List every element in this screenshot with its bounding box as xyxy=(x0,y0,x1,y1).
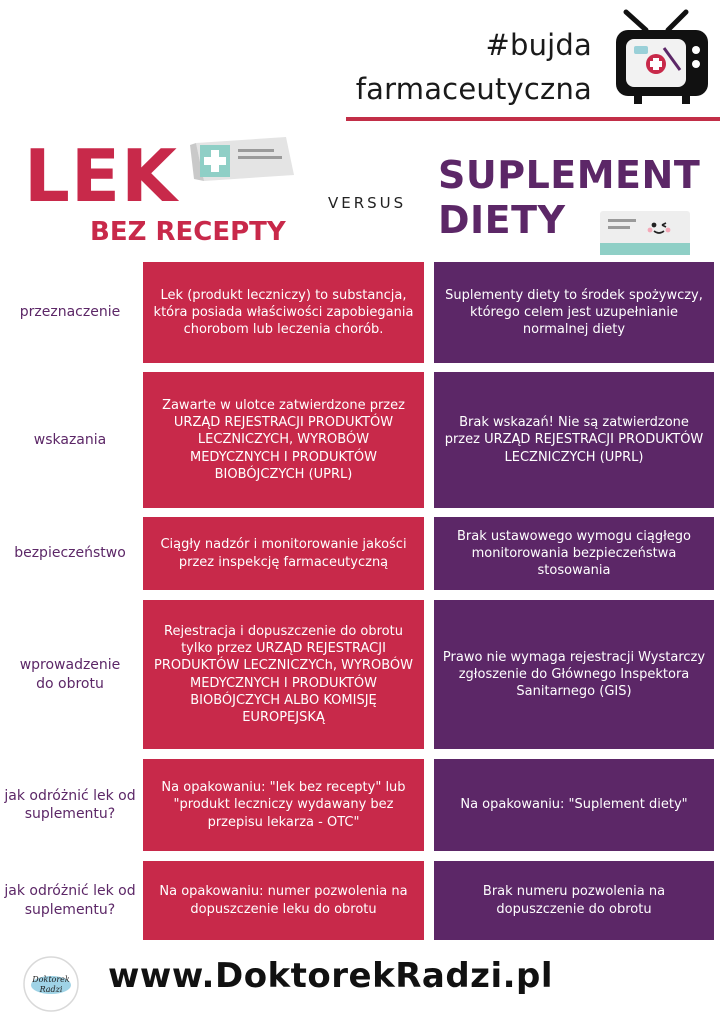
lek-title: LEK xyxy=(24,134,178,218)
row-bezpieczenstwo xyxy=(0,517,720,590)
suplement-cell: Brak ustawowego wymogu ciągłego monitorowania bezpieczeństwa stosowania xyxy=(434,517,714,590)
suplement-cell: Suplementy diety to środek spożywczy, którego celem jest uzupełnianie normalnej diety xyxy=(434,262,714,363)
tv-icon xyxy=(612,8,712,108)
lek-cell: Lek (produkt leczniczy) to substancja, która posiada właściwości zapobiegania chorobom lub leczenia chorób. xyxy=(143,262,424,363)
suplement-cell: Brak numeru pozwolenia na dopuszczenie do obrotu xyxy=(434,861,714,940)
row-wprowadzenie xyxy=(0,600,720,749)
row-wskazania xyxy=(0,372,720,508)
header-divider xyxy=(346,117,720,121)
row-label: bezpieczeństwo xyxy=(14,545,126,562)
row-jak-odroznic-2 xyxy=(0,861,720,940)
lek-cell: Na opakowaniu: numer pozwolenia na dopuszczenie leku do obrotu xyxy=(143,861,424,940)
suplement-cell: Brak wskazań! Nie są zatwierdzone przez URZĄD REJESTRACJI PRODUKTÓW LECZNICZYCH (UPRL) xyxy=(434,372,714,508)
versus-label: VERSUS xyxy=(328,194,407,212)
row-label: jak odróżnić lek od suplementu? xyxy=(4,883,136,918)
lek-cell: Rejestracja i dopuszczenie do obrotu tylko przez URZĄD REJESTRACJI PRODUKTÓW LECZNICZYCh, WYROBÓW MEDYCZNYCH I PRODUKTÓW BIOBÓJCZYCH ALBO KOMISJĘ EUROPEJSKĄ xyxy=(143,600,424,749)
hashtag-line-2: farmaceutyczna xyxy=(355,72,592,106)
row-label: przeznaczenie xyxy=(19,304,121,321)
lek-cell: Ciągły nadzór i monitorowanie jakości przez inspekcję farmaceutyczną xyxy=(143,517,424,590)
suplement-cell: Prawo nie wymaga rejestracji Wystarczy zgłoszenie do Głównego Inspektora Sanitarnego (GIS) xyxy=(434,600,714,749)
svg-text:Radzi: Radzi xyxy=(39,985,63,994)
hashtag-line-1: #bujda xyxy=(485,28,592,62)
suplement-title: SUPLEMENT xyxy=(438,153,701,197)
lek-cell: Zawarte w ulotce zatwierdzone przez URZĄD REJESTRACJI PRODUKTÓW LECZNICZYCH, WYROBÓW MEDYCZNYCH I PRODUKTÓW BIOBÓJCZYCH (UPRL) xyxy=(143,372,424,508)
row-label: wprowadzenie do obrotu xyxy=(19,657,121,692)
lek-cell: Na opakowaniu: "lek bez recepty" lub "produkt leczniczy wydawany bez przepisu lekarza - OTC" xyxy=(143,759,424,851)
medicine-box-icon xyxy=(190,135,300,185)
doktorek-radzi-logo xyxy=(22,955,80,1013)
suplement-subtitle: DIETY xyxy=(438,198,566,242)
website-link[interactable]: www.DoktorekRadzi.pl xyxy=(108,956,554,996)
supplement-box-icon xyxy=(598,207,694,259)
row-label: wskazania xyxy=(33,431,107,448)
lek-subtitle: BEZ RECEPTY xyxy=(90,217,286,247)
row-jak-odroznic-1 xyxy=(0,759,720,851)
suplement-cell: Na opakowaniu: "Suplement diety" xyxy=(434,759,714,851)
row-przeznaczenie xyxy=(0,262,720,363)
svg-text:Doktorek: Doktorek xyxy=(32,975,70,984)
row-label: jak odróżnić lek od suplementu? xyxy=(4,787,136,822)
